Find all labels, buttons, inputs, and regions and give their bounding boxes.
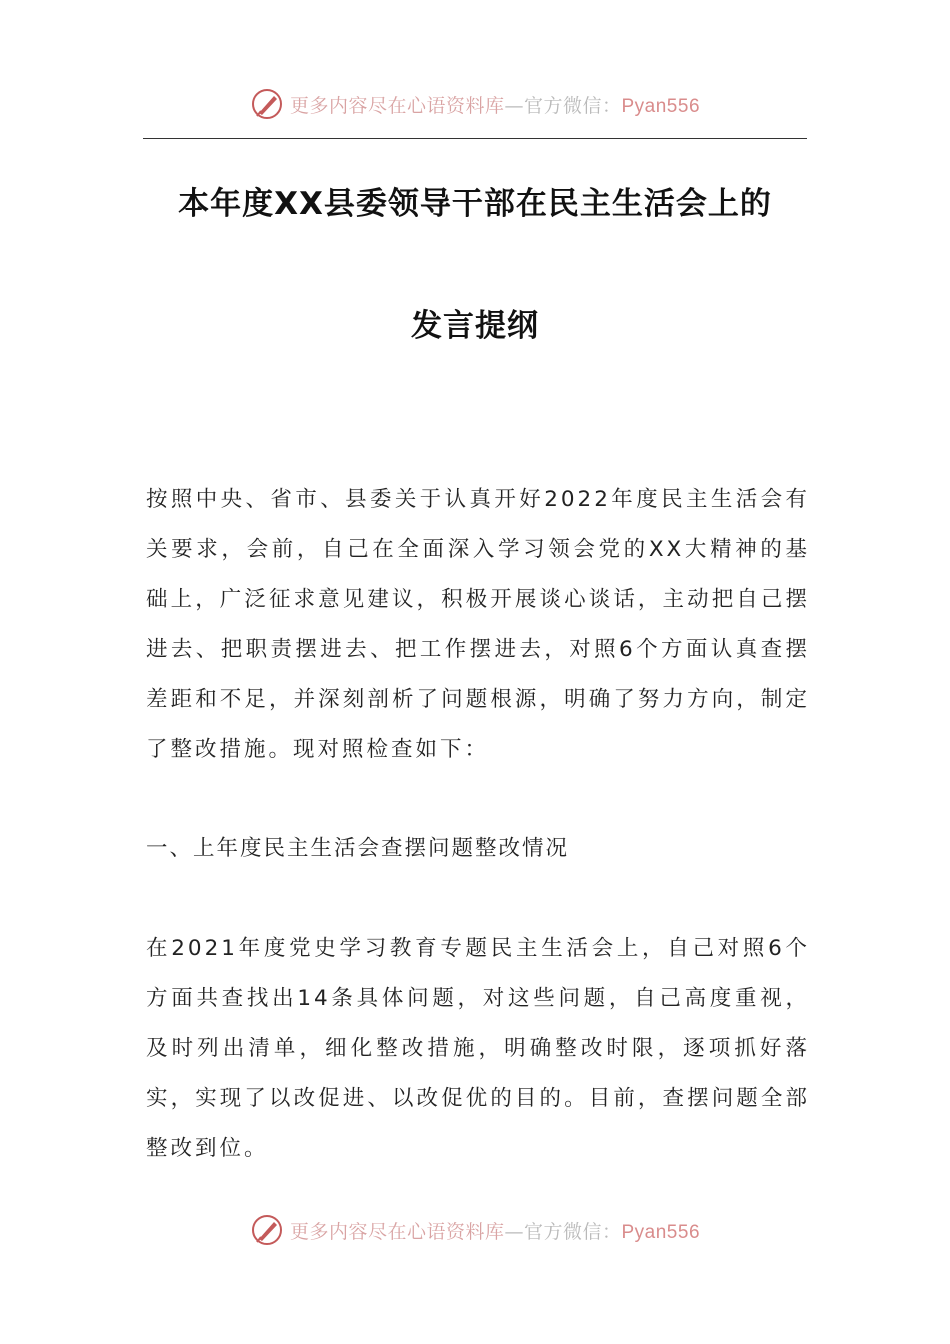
- watermark-separator: —: [504, 94, 524, 117]
- watermark-contact-id: Pyan556: [621, 95, 701, 117]
- document-title-line-1: 本年度XX县委领导干部在民主生活会上的: [178, 186, 772, 222]
- section-1-paragraph: 在2021年度党史学习教育专题民主生活会上，自己对照6个方面共查找出14条具体问题，对这些问题，自己高度重视，及时列出清单，细化整改措施，明确整改时限，逐项抓好落实，实现了以改促进、以改促优的目的。目前，查摆问题全部整改到位。: [146, 936, 810, 1161]
- footer-watermark: [0, 1210, 950, 1250]
- watermark-text: 更多内容尽在心语资料库: [289, 94, 505, 117]
- quill-pen-logo-icon: [250, 87, 284, 121]
- quill-pen-logo-icon: [250, 1213, 284, 1247]
- watermark-text: 更多内容尽在心语资料库: [289, 1220, 505, 1243]
- watermark-contact-id: Pyan556: [621, 1221, 701, 1243]
- watermark-separator: —: [504, 1220, 524, 1243]
- section-heading-1: 一、上年度民主生活会查摆问题整改情况: [146, 836, 570, 861]
- intro-paragraph: 按照中央、省市、县委关于认真开好2022年度民主生活会有关要求，会前，自己在全面深入学习领会党的XX大精神的基础上，广泛征求意见建议，积极开展谈心谈话，主动把自己摆进去、把职责摆进去、把工作摆进去，对照6个方面认真查摆差距和不足，并深刻剖析了问题根源，明确了努力方向，制定了整改措施。现对照检查如下：: [146, 487, 810, 762]
- document-title-line-2: 发言提纲: [411, 308, 539, 344]
- header-watermark: [0, 84, 950, 124]
- watermark-contact-label: 官方微信：: [523, 94, 622, 117]
- header-divider: [143, 138, 807, 139]
- watermark-contact-label: 官方微信：: [523, 1220, 622, 1243]
